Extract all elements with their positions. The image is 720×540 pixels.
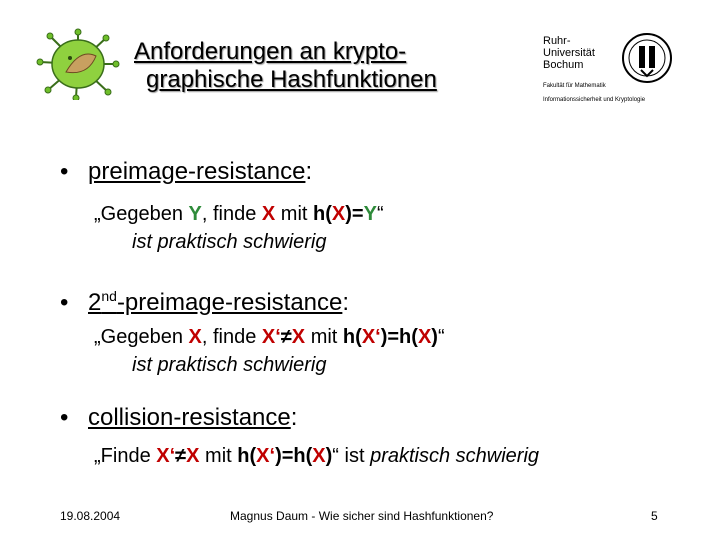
page-number: 5 (651, 509, 658, 523)
var-y: Y (188, 203, 202, 225)
bullet-label (88, 289, 342, 316)
sub-line-1 (94, 442, 539, 470)
virus-logo-icon (36, 28, 120, 100)
sub-line-1 (94, 323, 445, 351)
text: mit (275, 203, 314, 225)
title-line-1: Anforderungen an krypto- (134, 38, 407, 65)
bullet-2nd-preimage (60, 282, 349, 317)
university-name (543, 35, 595, 71)
text: h( (313, 203, 332, 225)
text: , finde (201, 203, 262, 225)
var-y: Y (363, 203, 377, 225)
university-line-2: Universität (543, 47, 595, 59)
text: “ ist (332, 445, 371, 467)
not-equal: ≠ (280, 326, 292, 348)
university-seal-icon (621, 32, 673, 84)
text: h( (237, 445, 257, 467)
bullet-colon: : (290, 404, 298, 431)
footer-center: Magnus Daum - Wie sicher sind Hashfunktionen? (230, 509, 494, 523)
text: )=h( (380, 326, 418, 348)
text: „Gegeben (94, 326, 189, 348)
text: -preimage-resistance (116, 289, 343, 316)
bullet-colon: : (305, 158, 313, 185)
text: )= (345, 203, 364, 225)
text: , finde (201, 326, 262, 348)
slide-title (134, 38, 504, 94)
sub-line-2: ist praktisch schwierig (132, 231, 327, 253)
var-x-prime: X‘ (261, 326, 281, 348)
superscript: nd (101, 288, 117, 304)
text: “ (376, 203, 384, 225)
var-x: X (417, 326, 432, 348)
var-x: X (188, 326, 202, 348)
sub-collision (94, 442, 539, 470)
sub-preimage (94, 200, 384, 256)
text: ) (431, 326, 438, 348)
institute-label: Informationssicherheit und Kryptologie (543, 97, 646, 103)
text: “ (437, 326, 445, 348)
text: „Gegeben (94, 203, 189, 225)
text: mit (305, 326, 343, 348)
sub-line-2: ist praktisch schwierig (132, 354, 327, 376)
text: mit (199, 445, 238, 467)
text: 2 (88, 289, 102, 316)
bullet-label: collision-resistance (88, 404, 291, 431)
text: „Finde (94, 445, 157, 467)
bullet-collision (60, 404, 297, 432)
bullet-preimage (60, 158, 312, 186)
bullet-dot: • (60, 404, 69, 431)
sub-line-1 (94, 200, 384, 228)
footer-date: 19.08.2004 (60, 509, 121, 523)
text: )=h( (275, 445, 313, 467)
text-italic: praktisch schwierig (370, 445, 540, 467)
bullet-dot: • (60, 289, 69, 316)
var-x-prime: X‘ (156, 445, 176, 467)
var-x: X (312, 445, 326, 467)
bullet-dot: • (60, 158, 69, 185)
university-line-1: Ruhr- (543, 35, 571, 47)
text: ) (325, 445, 333, 467)
faculty-label: Fakultät für Mathematik (543, 83, 606, 89)
sub-2nd-preimage (94, 323, 445, 379)
title-line-2: graphische Hashfunktionen (146, 66, 437, 93)
var-x: X (291, 326, 306, 348)
var-x-prime: X‘ (256, 445, 276, 467)
var-x-prime: X‘ (361, 326, 381, 348)
var-x: X (331, 203, 346, 225)
bullet-colon: : (342, 289, 350, 316)
var-x: X (186, 445, 200, 467)
text: h( (342, 326, 362, 348)
not-equal: ≠ (175, 445, 187, 467)
bullet-label: preimage-resistance (88, 158, 306, 185)
university-line-3: Bochum (543, 59, 584, 71)
var-x: X (261, 203, 276, 225)
